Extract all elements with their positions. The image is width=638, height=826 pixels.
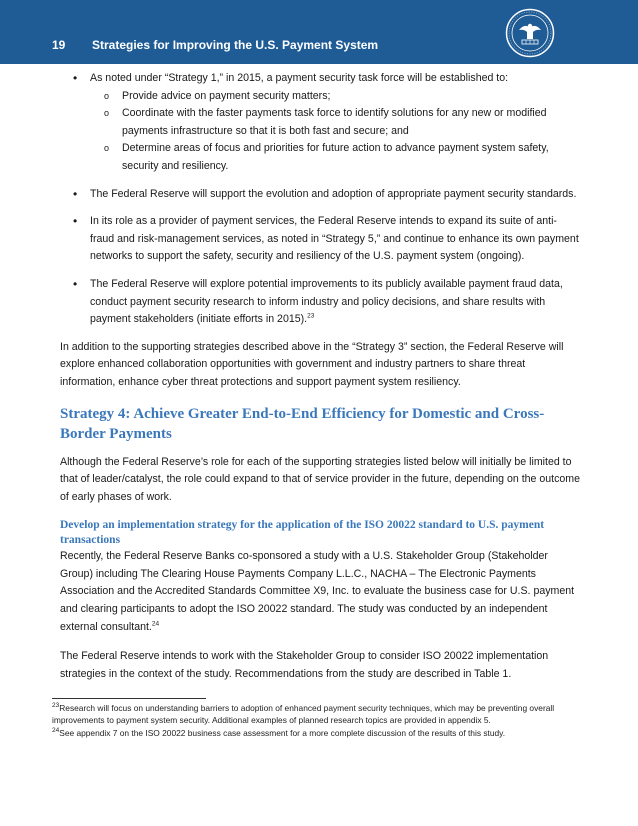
footnote: [52, 702, 582, 727]
subsection-heading: Develop an implementation strategy for the application of the ISO 20022 standard to U.S. payment transactions: [60, 519, 545, 547]
sub-list: [90, 88, 580, 176]
page-body: [60, 70, 580, 695]
list-item: [60, 213, 580, 266]
bullet-list: [60, 70, 580, 329]
page-title: Strategies for Improving the U.S. Payment System: [92, 38, 379, 52]
body-paragraph: In addition to the supporting strategies described above in the “Strategy 3” section, the Federal Reserve will explore enhanced collaboration opportunities with government and industry partners to share threat information, enhance cyber threat protections and support payment system resiliency.: [60, 340, 564, 388]
footnote-text: Research will focus on understanding barriers to adoption of enhanced payment security techniques, which may be preventing overall improvements to payment system security. Additional examples of planned research topics are provided in appendix 5.: [52, 703, 555, 726]
footnote: [52, 727, 582, 739]
footnote-number: 23: [52, 702, 60, 710]
footnotes: [52, 702, 582, 739]
footnote-ref[interactable]: 23: [307, 312, 315, 320]
footnote-divider: [52, 698, 206, 699]
federal-reserve-seal-icon: [505, 8, 555, 58]
body-paragraph: Although the Federal Reserve’s role for each of the supporting strategies listed below will initially be limited to that of leader/catalyst, the role could expand to that of service provider in the future, depending on the outcome of early phases of work.: [60, 455, 581, 503]
footnote-text: See appendix 7 on the ISO 20022 business case assessment for a more complete discussion of the results of this study.: [59, 727, 506, 738]
sub-list-item: o Determine areas of focus and priorities for future action to advance payment system safety, security and resiliency.: [90, 140, 580, 175]
sub-list-item: o Coordinate with the faster payments task force to identify solutions for any new or modified payments infrastructure so that it is both fast and secure; and: [90, 105, 580, 140]
body-paragraph: The Federal Reserve intends to work with the Stakeholder Group to consider ISO 20022 implementation strategies in the context of the study. Recommendations from the study are described in Table 1.: [60, 650, 549, 680]
sub-list-item: o Provide advice on payment security matters;: [90, 88, 580, 106]
bullet-text: As noted under “Strategy 1,” in 2015, a payment security task force will be established to:: [90, 72, 509, 84]
body-paragraph: Recently, the Federal Reserve Banks co-sponsored a study with a U.S. Stakeholder Group (Stakeholder Group) including The Clearing House Payments Company L.L.C., NACHA – The Electronic Payments Association and the Accredited Standards Committee X9, Inc. to evaluate the business case for U.S. payment and clearing participants to adopt the ISO 20022 standard. The study was conducted by an independent external consultant.: [60, 550, 575, 633]
footnote-ref[interactable]: 24: [151, 620, 160, 628]
list-item: [60, 70, 580, 176]
section-heading: Strategy 4: Achieve Greater End-to-End Efficiency for Domestic and Cross-Border Payments: [60, 405, 545, 442]
page-header: [0, 0, 638, 64]
list-item: [60, 186, 580, 204]
list-item: [60, 276, 580, 329]
page-number: 19: [52, 38, 66, 52]
bullet-text: In its role as a provider of payment services, the Federal Reserve intends to expand its suite of anti-fraud and risk-management services, as noted in “Strategy 5,” and continue to enhance its own payment networks to support the safety, security and resiliency of the U.S. payment system (ongoing).: [90, 215, 579, 263]
bullet-text: The Federal Reserve will explore potential improvements to its publicly available payment fraud data, conduct payment security research to inform industry and policy decisions, and share results with payment stakeholders (initiate efforts in 2015).: [90, 277, 563, 326]
footnote-number: 24: [52, 727, 60, 735]
bullet-text: The Federal Reserve will support the evolution and adoption of appropriate payment security standards.: [90, 187, 577, 200]
